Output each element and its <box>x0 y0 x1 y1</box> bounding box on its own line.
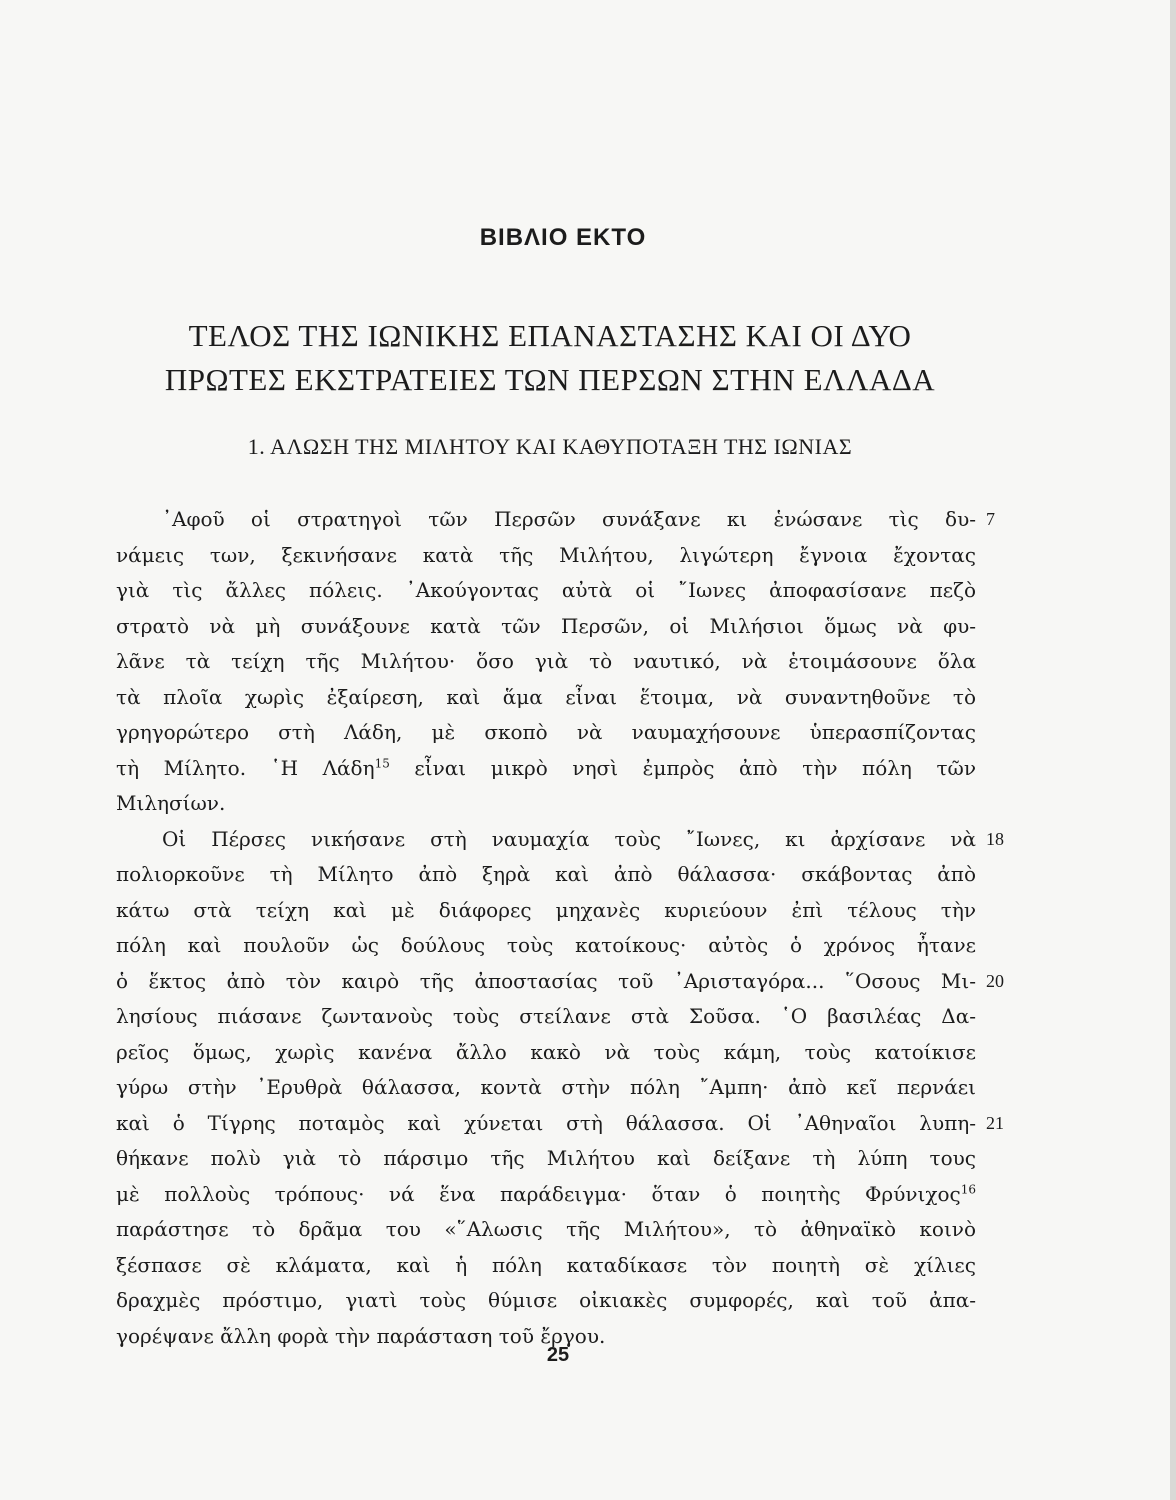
text-line: κάτω στὰ τείχη καὶ μὲ διάφορες μηχανὲς κυριεύουν ἐπὶ τέλους τὴν <box>116 897 976 922</box>
text-line: γρηγορώτερο στὴ Λάδη, μὲ σκοπὸ νὰ ναυμαχήσουνε ὑπερασπίζοντας <box>116 720 976 744</box>
margin-reference: 21 <box>986 1112 1004 1133</box>
chapter-title-line-2: ΠΡΩΤΕΣ ΕΚΣΤΡΑΤΕΙΕΣ ΤΩΝ ΠΕΡΣΩΝ ΣΤΗΝ ΕΛΛΑΔΑ <box>164 362 936 397</box>
text-line: γορέψανε ἄλλη φορὰ τὴν παράσταση τοῦ ἔργου. <box>116 1323 606 1348</box>
text-line: λᾶνε τὰ τείχη τῆς Μιλήτου· ὅσο γιὰ τὸ ναυτικό, νὰ ἑτοιμάσουνε ὅλα <box>116 649 976 673</box>
margin-reference: 18 <box>986 828 1004 849</box>
text-line: παράστησε τὸ δρᾶμα του «῞Αλωσις τῆς Μιλήτου», τὸ ἀθηναϊκὸ κοινὸ <box>116 1217 976 1241</box>
text-line: ᾿Αφοῦ οἱ στρατηγοὶ τῶν Περσῶν συνάξανε κι ἑνώσανε τὶς δυ- 7 <box>116 502 976 538</box>
text-line: γιὰ τὶς ἄλλες πόλεις. ᾿Ακούγοντας αὐτὰ οἱ ῎Ιωνες ἀποφασίσανε πεζὸ <box>116 578 976 602</box>
page-edge <box>1170 0 1176 1500</box>
text-line: τὰ πλοῖα χωρὶς ἐξαίρεση, καὶ ἅμα εἶναι ἕτοιμα, νὰ συναντηθοῦνε τὸ <box>116 684 976 709</box>
chapter-title <box>110 314 990 402</box>
footnote-marker: 15 <box>374 755 390 770</box>
text-line: ξέσπασε σὲ κλάματα, καὶ ἡ πόλη καταδίκασε τὸν ποιητὴ σὲ χίλιες <box>116 1252 976 1277</box>
text-line: πολιορκοῦνε τὴ Μίλητο ἀπὸ ξηρὰ καὶ ἀπὸ θάλασσα· σκάβοντας ἀπὸ <box>116 862 976 886</box>
margin-reference: 20 <box>986 970 1004 991</box>
text-line: ὁ ἕκτος ἀπὸ τὸν καιρὸ τῆς ἀποστασίας τοῦ ᾿Αρισταγόρα... ῞Οσους Μι- 20 <box>116 964 976 1000</box>
text-line: γύρω στὴν ᾿Ερυθρὰ θάλασσα, κοντὰ στὴν πόλη ῎Αμπη· ἀπὸ κεῖ περνάει <box>116 1075 976 1099</box>
text-line: νάμεις των, ξεκινήσανε κατὰ τῆς Μιλήτου, λιγώτερη ἔγνοια ἔχοντας <box>116 542 976 567</box>
margin-reference: 7 <box>986 509 995 529</box>
text-line: καὶ ὁ Τίγρης ποταμὸς καὶ χύνεται στὴ θάλασσα. Οἱ ᾿Αθηναῖοι λυπη- 21 <box>116 1106 976 1142</box>
text-line: θήκανε πολὺ γιὰ τὸ πάρσιμο τῆς Μιλήτου καὶ δείξανε τὴ λύπη τους <box>116 1146 976 1170</box>
text-line: πόλη καὶ πουλοῦν ὡς δούλους τοὺς κατοίκους· αὐτὸς ὁ χρόνος ἦτανε <box>116 933 976 957</box>
text-line: τὴ Μίλητο. ῾Η Λάδη$^{15}$ εἶναι μικρὸ νησὶ ἐμπρὸς ἀπὸ τὴν πόλη τῶν <box>116 755 976 780</box>
text-line: Οἱ Πέρσες νικήσανε στὴ ναυμαχία τοὺς ῎Ιωνες, κι ἀρχίσανε νὰ 18 <box>116 822 976 858</box>
book-title: ΒΙΒΛΙΟ ΕΚΤΟ <box>479 224 647 251</box>
chapter-title-line-1: ΤΕΛΟΣ ΤΗΣ ΙΩΝΙΚΗΣ ΕΠΑΝΑΣΤΑΣΗΣ ΚΑΙ ΟΙ ΔΥΟ <box>188 318 912 353</box>
footnote-marker: 16 <box>960 1181 976 1196</box>
text-line: μὲ πολλοὺς τρόπους· νά ἕνα παράδειγμα· ὅταν ὁ ποιητὴς Φρύνιχος$^{16}$ <box>116 1181 976 1206</box>
text-line: λησίους πιάσανε ζωντανοὺς τοὺς στείλανε στὰ Σοῦσα. ῾Ο βασιλέας Δα- <box>116 1004 976 1028</box>
text-line: Μιλησίων. <box>116 791 226 815</box>
text-line: στρατὸ νὰ μὴ συνάξουνε κατὰ τῶν Περσῶν, οἱ Μιλήσιοι ὅμως νὰ φυ- <box>116 613 976 638</box>
text-line: ρεῖος ὅμως, χωρὶς κανένα ἄλλο κακὸ νὰ τοὺς κάμη, τοὺς κατοίκισε <box>116 1039 976 1064</box>
text-line: δραχμὲς πρόστιμο, γιατὶ τοὺς θύμισε οἰκιακὲς συμφορές, καὶ τοῦ ἀπα- <box>116 1288 976 1312</box>
section-title: 1. ΑΛΩΣΗ ΤΗΣ ΜΙΛΗΤΟΥ ΚΑΙ ΚΑΘΥΠΟΤΑΞΗ ΤΗΣ ΙΩΝΙΑΣ <box>247 434 853 459</box>
page-number: 25 <box>546 1344 570 1366</box>
body-text <box>116 502 1004 1354</box>
